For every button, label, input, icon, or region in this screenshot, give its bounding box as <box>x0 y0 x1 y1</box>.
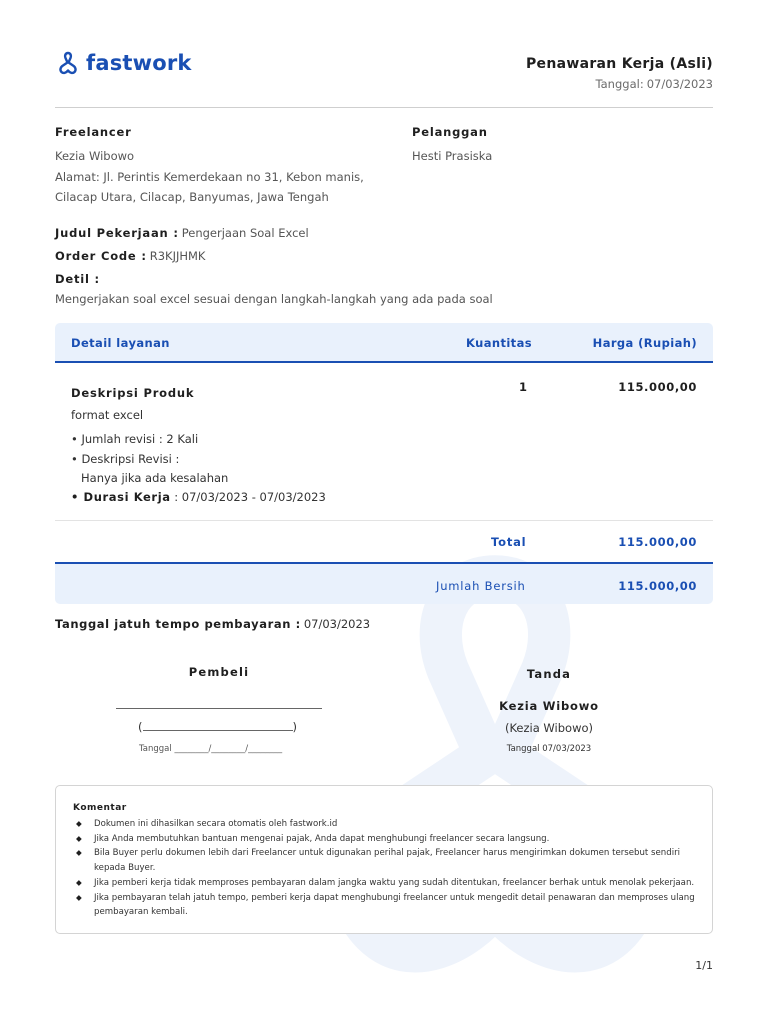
freelancer-name: Kezia Wibowo <box>55 149 135 163</box>
seller-name-paren: (Kezia Wibowo) <box>504 721 594 735</box>
comment-item: ◆ Jika Anda membutuhkan bantuan mengenai pajak, Anda dapat menghubungi freelancer secara langsung. <box>73 832 698 847</box>
total-label: Total <box>491 535 527 549</box>
brand-logo <box>55 50 192 76</box>
order-code-value: R3KJJHMK <box>149 249 206 263</box>
buyer-paren-open: ( <box>138 720 143 734</box>
work-duration-label: • Durasi Kerja <box>71 490 171 504</box>
revision-count: • Jumlah revisi : 2 Kali <box>71 432 199 446</box>
job-detail: Mengerjakan soal excel sesuai dengan langkah-langkah yang ada pada soal <box>55 292 493 306</box>
revision-desc: Hanya jika ada kesalahan <box>81 471 229 485</box>
comment-item: ◆ Jika pemberi kerja tidak memproses pembayaran dalam jangka waktu yang sudah ditentukan, freelancer berhak untuk menolak pekerjaan. <box>73 876 698 891</box>
due-date-label: Tanggal jatuh tempo pembayaran : <box>55 617 301 631</box>
job-title-label: Judul Pekerjaan : <box>55 226 179 240</box>
net-amount-value: 115.000,00 <box>618 579 697 593</box>
buyer-signature-line <box>116 708 322 709</box>
net-amount-row <box>55 562 713 604</box>
work-duration <box>71 490 326 504</box>
order-code <box>55 249 205 263</box>
buyer-paren-close: ) <box>292 720 297 734</box>
comment-title: Komentar <box>73 803 127 813</box>
customer-label: Pelanggan <box>412 125 488 139</box>
revision-desc-label: • Deskripsi Revisi : <box>71 452 180 466</box>
address-line-1: Alamat: Jl. Perintis Kemerdekaan no 31, Kebon manis, <box>55 170 364 184</box>
due-date <box>55 617 370 631</box>
page-number: 1/1 <box>695 959 713 972</box>
product-subtitle: format excel <box>71 408 144 422</box>
comment-item: ◆ Dokumen ini dihasilkan secara otomatis oleh fastwork.id <box>73 817 698 832</box>
buyer-name-blank <box>143 719 293 731</box>
detail-label-line <box>55 272 103 286</box>
freelancer-address <box>55 168 375 207</box>
header-divider <box>55 107 713 108</box>
col-header-service: Detail layanan <box>71 336 170 350</box>
freelancer-label: Freelancer <box>55 125 132 139</box>
job-title <box>55 226 309 240</box>
work-duration-value: : 07/03/2023 - 07/03/2023 <box>174 490 326 504</box>
document-title: Penawaran Kerja (Asli) <box>525 56 713 72</box>
total-value: 115.000,00 <box>618 535 697 549</box>
seller-name: Kezia Wibowo <box>499 699 599 713</box>
comment-list <box>73 817 698 920</box>
col-header-price: Harga (Rupiah) <box>592 336 697 350</box>
address-line-2: Cilacap Utara, Cilacap, Banyumas, Jawa Tengah <box>55 189 329 204</box>
buyer-signature-label: Pembeli <box>188 665 250 679</box>
document-date <box>596 77 713 91</box>
document-date-value: 07/03/2023 <box>646 77 713 91</box>
table-header <box>55 323 713 363</box>
seller-date: Tanggal 07/03/2023 <box>506 744 592 754</box>
comment-box <box>55 785 713 934</box>
comment-item: ◆ Bila Buyer perlu dokumen lebih dari Freelancer untuk digunakan perihal pajak, Freelancer harus mengirimkan dokumen tersebut sendiri kepada Buyer. <box>73 846 698 875</box>
detail-label: Detil : <box>55 272 100 286</box>
buyer-date-field: Tanggal ________/________/________ <box>139 744 283 754</box>
item-price: 115.000,00 <box>618 380 697 394</box>
fastwork-logo-icon <box>55 50 81 76</box>
seller-signature-label: Tanda <box>526 667 572 681</box>
due-date-value: 07/03/2023 <box>303 617 371 631</box>
net-amount-label: Jumlah Bersih <box>436 579 526 593</box>
document-date-label: Tanggal: <box>595 77 644 91</box>
buyer-name-field <box>138 719 303 734</box>
col-header-qty: Kuantitas <box>466 336 532 350</box>
job-title-value: Pengerjaan Soal Excel <box>181 226 309 240</box>
comment-item: ◆ Jika pembayaran telah jatuh tempo, pemberi kerja dapat menghubungi freelancer untuk mengedit detail penawaran dan memproses ulang pembayaran kembali. <box>73 891 698 920</box>
product-title: Deskripsi Produk <box>71 386 195 400</box>
customer-name: Hesti Prasiska <box>412 149 493 163</box>
row-divider <box>55 520 713 521</box>
item-quantity: 1 <box>519 380 528 394</box>
brand-name: fastwork <box>86 51 192 75</box>
order-code-label: Order Code : <box>55 249 147 263</box>
